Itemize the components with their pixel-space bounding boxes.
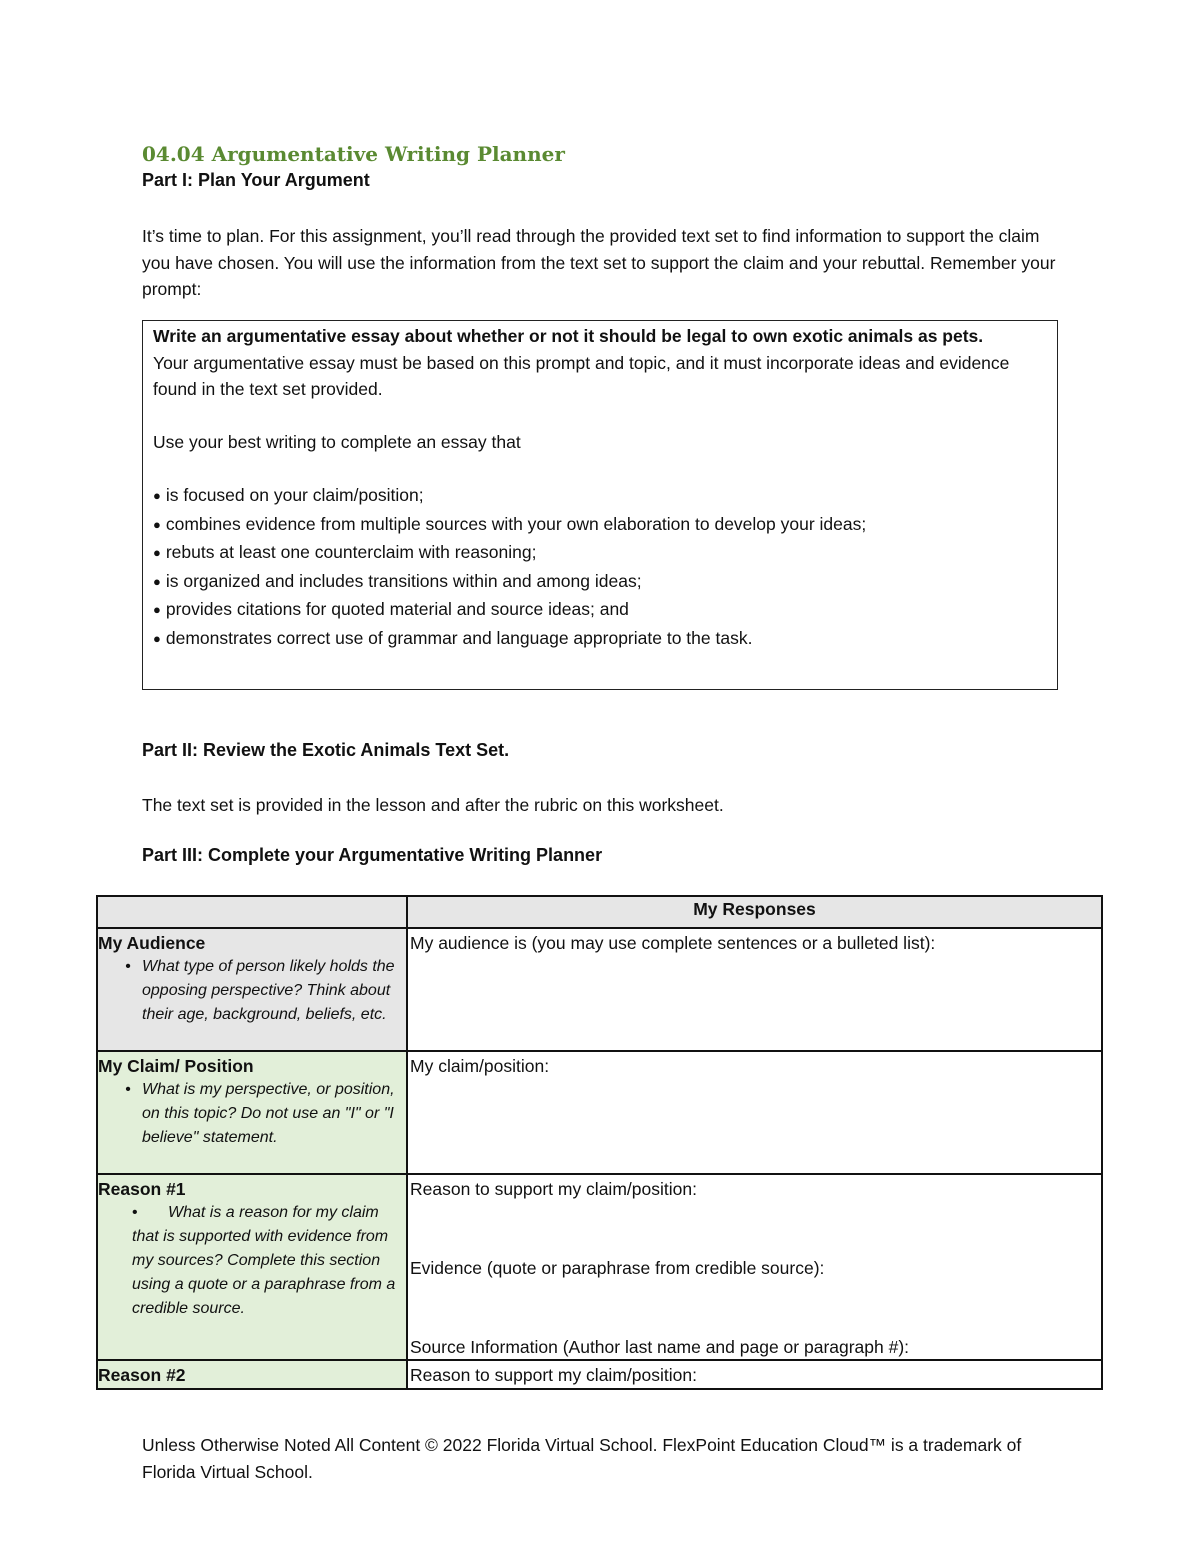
list-item: ● rebuts at least one counterclaim with reasoning; [153,539,1047,568]
table-row [97,1051,1102,1174]
list-item: ● demonstrates correct use of grammar and language appropriate to the task. [153,625,1047,654]
table-row [97,1360,1102,1389]
audience-response-cell[interactable] [407,928,1102,1051]
intro-paragraph: It’s time to plan. For this assignment, you’ll read through the provided text set to find information to support the claim you have chosen. You will use the information from the text set to support the claim and your rebuttal. Remember your prompt: [142,226,1056,299]
header-responses-cell: My Responses [407,896,1102,928]
list-item: ● is organized and includes transitions within and among ideas; [153,568,1047,597]
audience-prompt-cell [97,928,407,1051]
prompt-lead: Write an argumentative essay about whether or not it should be legal to own exotic animals as pets. [153,326,984,346]
reason2-response-cell[interactable] [407,1360,1102,1389]
prompt-bullet-list [153,482,1047,653]
bullet-icon: • [125,958,131,975]
page-title: 04.04 Argumentative Writing Planner [142,142,565,166]
table-row [97,928,1102,1051]
header-left-cell [97,896,407,928]
table-row [97,1174,1102,1360]
claim-prompt-cell [97,1051,407,1174]
prompt-body: Your argumentative essay must be based on this prompt and topic, and it must incorporate ideas and evidence found in the text set provided. [153,352,1010,399]
reason-label: Reason to support my claim/position: [410,1179,697,1199]
prompt-use-line: Use your best writing to complete an essay that [153,432,521,452]
claim-response-cell[interactable] [407,1051,1102,1174]
reason2-prompt-cell [97,1360,407,1389]
bullet-icon: • [132,1204,138,1221]
table-header-row [97,896,1102,928]
row-label: Reason #2 [98,1365,186,1385]
response-label: Reason to support my claim/position: [410,1365,697,1385]
prompt-box [142,320,1058,690]
part3-heading: Part III: Complete your Argumentative Writing Planner [142,845,603,865]
list-item: ● combines evidence from multiple sources with your own elaboration to develop your ideas; [153,511,1047,540]
row-label: Reason #1 [98,1179,186,1199]
reason1-prompt-cell [97,1174,407,1360]
row-label: My Claim/ Position [98,1056,254,1076]
footer-copyright: Unless Otherwise Noted All Content © 2022 Florida Virtual School. FlexPoint Education Cloud™ is a trademark of Florida Virtual School. [142,1435,1022,1482]
row-hint: • What type of person likely holds the opposing perspective? Think about their age, background, beliefs, etc. [98,955,406,1027]
list-item: ● provides citations for quoted material and source ideas; and [153,596,1047,625]
source-label: Source Information (Author last name and page or paragraph #): [410,1337,910,1357]
planner-table [96,895,1103,1390]
bullet-icon: • [125,1081,131,1098]
response-label: My audience is (you may use complete sentences or a bulleted list): [410,933,936,953]
part2-heading: Part II: Review the Exotic Animals Text Set. [142,740,510,760]
response-label: My claim/position: [410,1056,550,1076]
evidence-label: Evidence (quote or paraphrase from credible source): [410,1258,825,1278]
reason1-response-cell[interactable] [407,1174,1102,1360]
row-label: My Audience [98,933,206,953]
row-hint: • What is my perspective, or position, on this topic? Do not use an "I" or "I believe" statement. [98,1078,406,1150]
part1-heading: Part I: Plan Your Argument [142,170,370,190]
row-hint: • What is a reason for my claim that is supported with evidence from my sources? Complete this section using a quote or a paraphrase from a credible source. [98,1201,406,1321]
list-item: ● is focused on your claim/position; [153,482,1047,511]
part2-text: The text set is provided in the lesson and after the rubric on this worksheet. [142,795,724,815]
